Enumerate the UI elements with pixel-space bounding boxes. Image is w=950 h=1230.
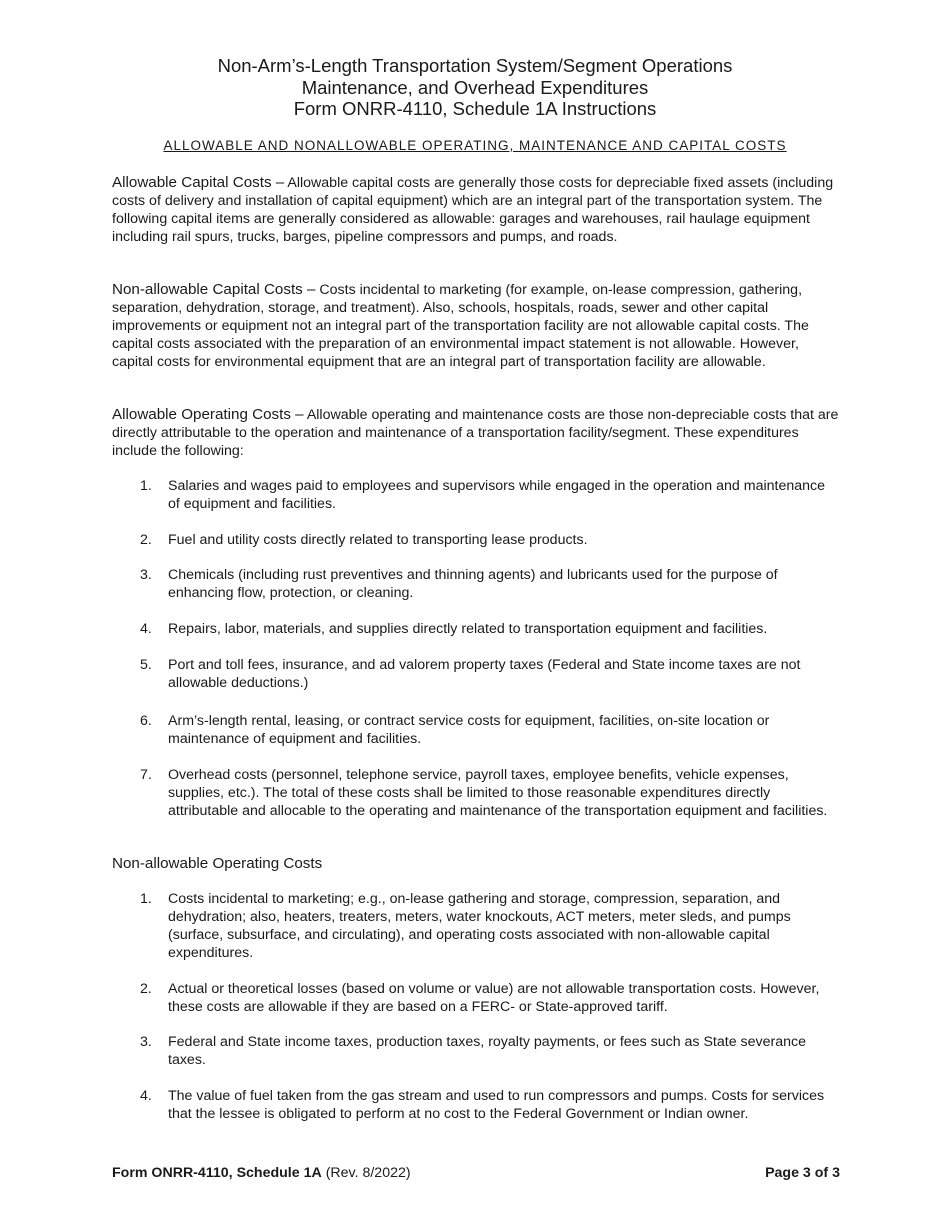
allowable-operating-item-6 — [112, 712, 840, 748]
allowable-operating-item-2 — [112, 531, 840, 549]
document-title — [0, 55, 950, 120]
list-item: 2. Actual or theoretical losses (based on volume or value) are not allowable transportation costs. However, these costs are allowable if they are based on a FERC- or State-approved tariff. — [140, 981, 820, 1015]
nonallowable-capital-text: Costs incidental to marketing (for example, on-lease compression, gathering, separation, dehydration, storage, and treatment). Also, schools, hospitals, roads, sewer and other capital improvements or equipment not an integral part of the transportation facility are not allowable capital costs. The capital costs associated with the preparation of an environmental impact statement is not allowable. However, capital costs for environmental equipment that are an integral part of transportation facility are allowable. — [112, 282, 809, 370]
list-item: 1. Salaries and wages paid to employees and supervisors while engaged in the operation and maintenance of equipment and facilities. — [140, 478, 825, 512]
footer-form-name: Form ONRR-4110, Schedule 1A — [112, 1165, 322, 1181]
list-item: 7. Overhead costs (personnel, telephone service, payroll taxes, employee benefits, vehicle expenses, supplies, etc.). The total of these costs shall be limited to those reasonable expenditures directly attributable and allocable to the operating and maintenance of the transportation equipment and facilities. — [140, 767, 828, 819]
title-line-1: Non-Arm’s-Length Transportation System/Segment Operations — [217, 55, 733, 76]
list-item: 5. Port and toll fees, insurance, and ad valorem property taxes (Federal and State income taxes are not allowable deductions.) — [140, 657, 801, 691]
nonallowable-operating-heading: Non-allowable Operating Costs — [112, 855, 323, 872]
nonallowable-operating-item-1 — [112, 890, 840, 962]
list-item: 6. Arm’s-length rental, leasing, or contract service costs for equipment, facilities, on-site location or maintenance of equipment and facilities. — [140, 713, 770, 747]
list-item: 4. Repairs, labor, materials, and supplies directly related to transportation equipment and facilities. — [140, 621, 768, 637]
allowable-operating-item-1 — [112, 477, 840, 513]
title-line-3: Form ONRR-4110, Schedule 1A Instructions — [293, 98, 657, 119]
list-item: 4. The value of fuel taken from the gas stream and used to run compressors and pumps. Costs for services that the lessee is obligated to perform at no cost to the Federal Government or Indian owner. — [140, 1088, 825, 1122]
title-line-2: Maintenance, and Overhead Expenditures — [301, 76, 649, 98]
allowable-operating-item-5 — [112, 656, 840, 692]
list-item: 2. Fuel and utility costs directly related to transporting lease products. — [140, 532, 588, 548]
allowable-operating-item-3 — [112, 566, 840, 602]
footer-form-info — [112, 1165, 411, 1181]
allowable-capital-text: Allowable capital costs are generally those costs for depreciable fixed assets (including costs of delivery and installation of capital equipment) which are an integral part of the transportation system. The following capital items are generally considered as allowable: garages and warehouses, rail haulage equipment including rail spurs, trucks, barges, pipeline compressors and pumps, and roads. — [112, 175, 834, 245]
page-footer — [112, 1165, 840, 1181]
list-item: 3. Federal and State income taxes, production taxes, royalty payments, or fees such as State severance taxes. — [140, 1034, 806, 1068]
footer-revision: (Rev. 8/2022) — [325, 1165, 411, 1181]
allowable-operating-item-4 — [112, 620, 840, 638]
allowable-operating-text: Allowable operating and maintenance costs are those non-depreciable costs that are directly attributable to the operation and maintenance of a transportation facility/segment. These expenditures include the following: — [112, 407, 839, 459]
nonallowable-operating-item-3 — [112, 1033, 840, 1069]
nonallowable-capital-section — [112, 281, 840, 371]
allowable-capital-lead: Allowable Capital Costs – — [112, 174, 285, 191]
section-title: ALLOWABLE AND NONALLOWABLE OPERATING, MAINTENANCE AND CAPITAL COSTS — [163, 138, 787, 153]
nonallowable-operating-section — [112, 855, 840, 873]
list-item: 1. Costs incidental to marketing; e.g., on-lease gathering and storage, compression, separation, and dehydration; also, heaters, treaters, meters, water knockouts, ACT meters, meter sleds, and pumps (surface, subsurface, and circulating), and operating costs associated with non-allowable capital expenditures. — [140, 891, 791, 961]
page-number: Page 3 of 3 — [765, 1165, 840, 1181]
allowable-operating-lead: Allowable Operating Costs – — [112, 406, 304, 423]
nonallowable-operating-item-4 — [112, 1087, 840, 1123]
allowable-capital-section — [112, 174, 840, 246]
list-item: 3. Chemicals (including rust preventives and thinning agents) and lubricants used for the purpose of enhancing flow, protection, or cleaning. — [140, 567, 778, 601]
allowable-operating-section — [112, 406, 840, 460]
allowable-operating-item-7 — [112, 766, 840, 820]
nonallowable-capital-lead: Non-allowable Capital Costs – — [112, 281, 316, 298]
nonallowable-operating-item-2 — [112, 980, 840, 1016]
